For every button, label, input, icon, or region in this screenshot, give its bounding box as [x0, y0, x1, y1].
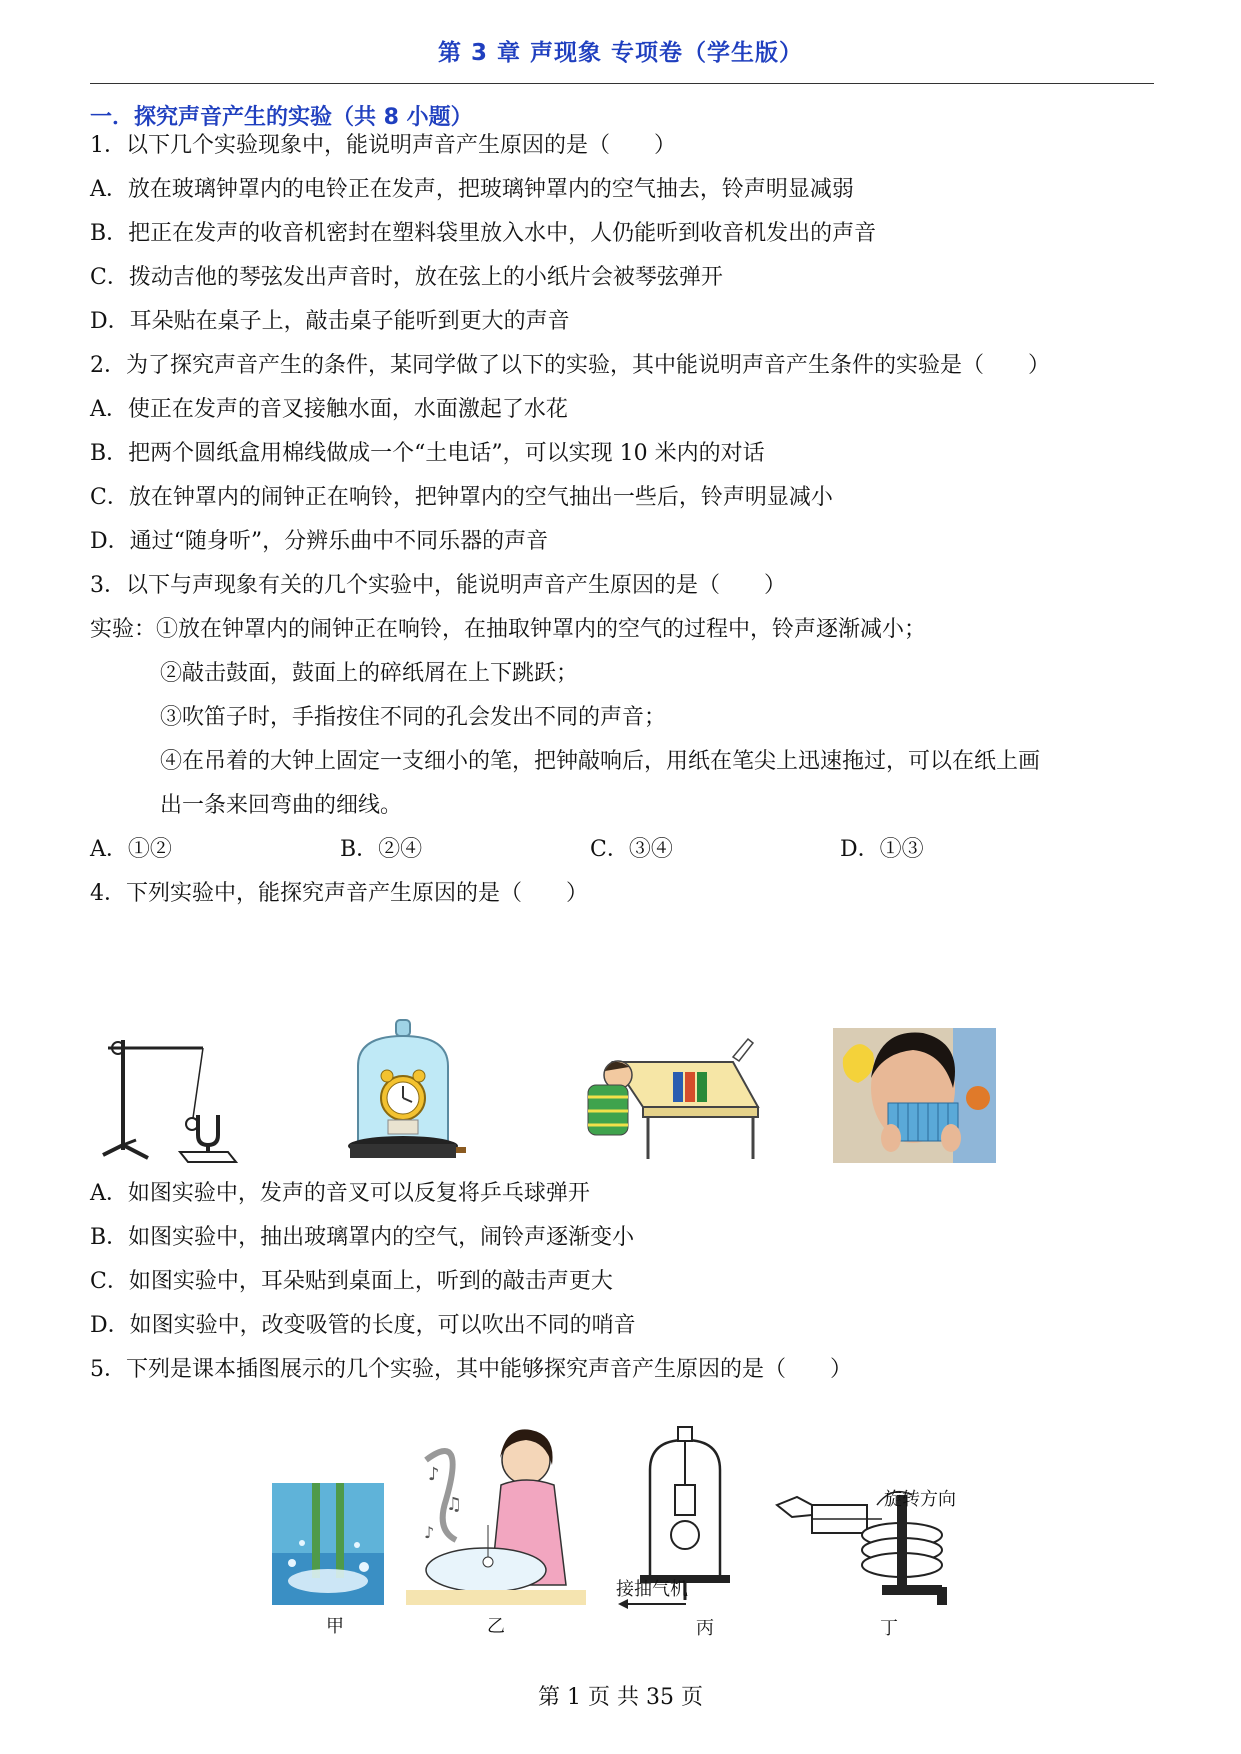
caption-ding: 丁 [880, 1618, 898, 1639]
caption-yi: 乙 [487, 1616, 505, 1637]
q3-experiment-3: ③吹笛子时，手指按住不同的孔会发出不同的声音； [160, 705, 667, 730]
q2-option-a: A．使正在发声的音叉接触水面，水面激起了水花 [90, 397, 568, 422]
q3-option-a: A．①② [90, 837, 172, 862]
section-heading: 一．探究声音产生的实验（共 8 小题） [90, 105, 473, 130]
q4-option-b: B．如图实验中，抽出玻璃罩内的空气，闹铃声逐渐变小 [90, 1225, 635, 1250]
q5-stem: 5．下列是课本插图展示的几个实验，其中能够探究声音产生原因的是（ ） [90, 1357, 852, 1382]
q3-option-b: B．②④ [340, 837, 423, 862]
q1-option-c: C．拨动吉他的琴弦发出声音时，放在弦上的小纸片会被琴弦弹开 [90, 265, 723, 290]
pump-arrow-icon [618, 1598, 688, 1610]
svg-text:♫: ♫ [446, 1494, 463, 1515]
q3-experiment-2: ②敲击鼓面，鼓面上的碎纸屑在上下跳跃； [160, 661, 579, 686]
q4-option-d: D．如图实验中，改变吸管的长度，可以吹出不同的哨音 [90, 1313, 636, 1338]
q3-experiment-1: 实验：①放在钟罩内的闹钟正在响铃，在抽取钟罩内的空气的过程中，铃声逐渐减小； [90, 617, 927, 642]
q1-option-a: A．放在玻璃钟罩内的电铃正在发声，把玻璃钟罩内的空气抽去，铃声明显减弱 [90, 177, 854, 202]
caption-bing: 丙 [696, 1618, 714, 1639]
svg-text:♪: ♪ [424, 1523, 435, 1542]
pump-label: 接抽气机 [616, 1579, 688, 1600]
caption-jia: 甲 [326, 1616, 344, 1637]
rotate-direction-label: 旋转方向 [884, 1489, 956, 1510]
svg-text:♪: ♪ [428, 1464, 440, 1485]
bell-jar-alarm-figure [338, 1016, 468, 1166]
q1-option-b: B．把正在发声的收音机密封在塑料袋里放入水中，人仍能听到收音机发出的声音 [90, 221, 877, 246]
q2-option-d: D．通过“随身听”，分辨乐曲中不同乐器的声音 [90, 529, 549, 554]
page-footer: 第 1 页 共 35 页 [538, 1685, 703, 1710]
fork-in-water-figure [272, 1483, 384, 1605]
q2-stem: 2．为了探究声音产生的条件，某同学做了以下的实验，其中能说明声音产生条件的实验是（ ） [90, 353, 1051, 378]
q3-option-d: D．①③ [840, 837, 924, 862]
girl-bowl-figure [406, 1420, 586, 1605]
header-rule [90, 83, 1154, 84]
q1-stem: 1．以下几个实验现象中，能说明声音产生原因的是（ ） [90, 133, 676, 158]
q4-option-c: C．如图实验中，耳朵贴到桌面上，听到的敲击声更大 [90, 1269, 613, 1294]
q3-option-c: C．③④ [590, 837, 673, 862]
q3-stem: 3．以下与声现象有关的几个实验中，能说明声音产生原因的是（ ） [90, 573, 786, 598]
q4-stem: 4．下列实验中，能探究声音产生原因的是（ ） [90, 881, 588, 906]
q2-option-c: C．放在钟罩内的闹钟正在响铃，把钟罩内的空气抽出一些后，铃声明显减小 [90, 485, 833, 510]
tuning-fork-pendulum-figure [88, 1030, 238, 1165]
straw-whistle-photo [833, 1028, 996, 1163]
page-title: 第 3 章 声现象 专项卷（学生版） [437, 40, 804, 66]
q3-experiment-4: ④在吊着的大钟上固定一支细小的笔，把钟敲响后，用纸在笔尖上迅速拖过，可以在纸上画 [160, 749, 1041, 774]
q1-option-d: D．耳朵贴在桌子上，敲击桌子能听到更大的声音 [90, 309, 570, 334]
q3-experiment-4-cont: 出一条来回弯曲的细线。 [160, 793, 403, 818]
ear-on-desk-figure [583, 1027, 768, 1162]
q4-option-a: A．如图实验中，发声的音叉可以反复将乒乓球弹开 [90, 1181, 590, 1206]
q2-option-b: B．把两个圆纸盒用棉线做成一个“土电话”，可以实现 10 米内的对话 [90, 441, 765, 466]
